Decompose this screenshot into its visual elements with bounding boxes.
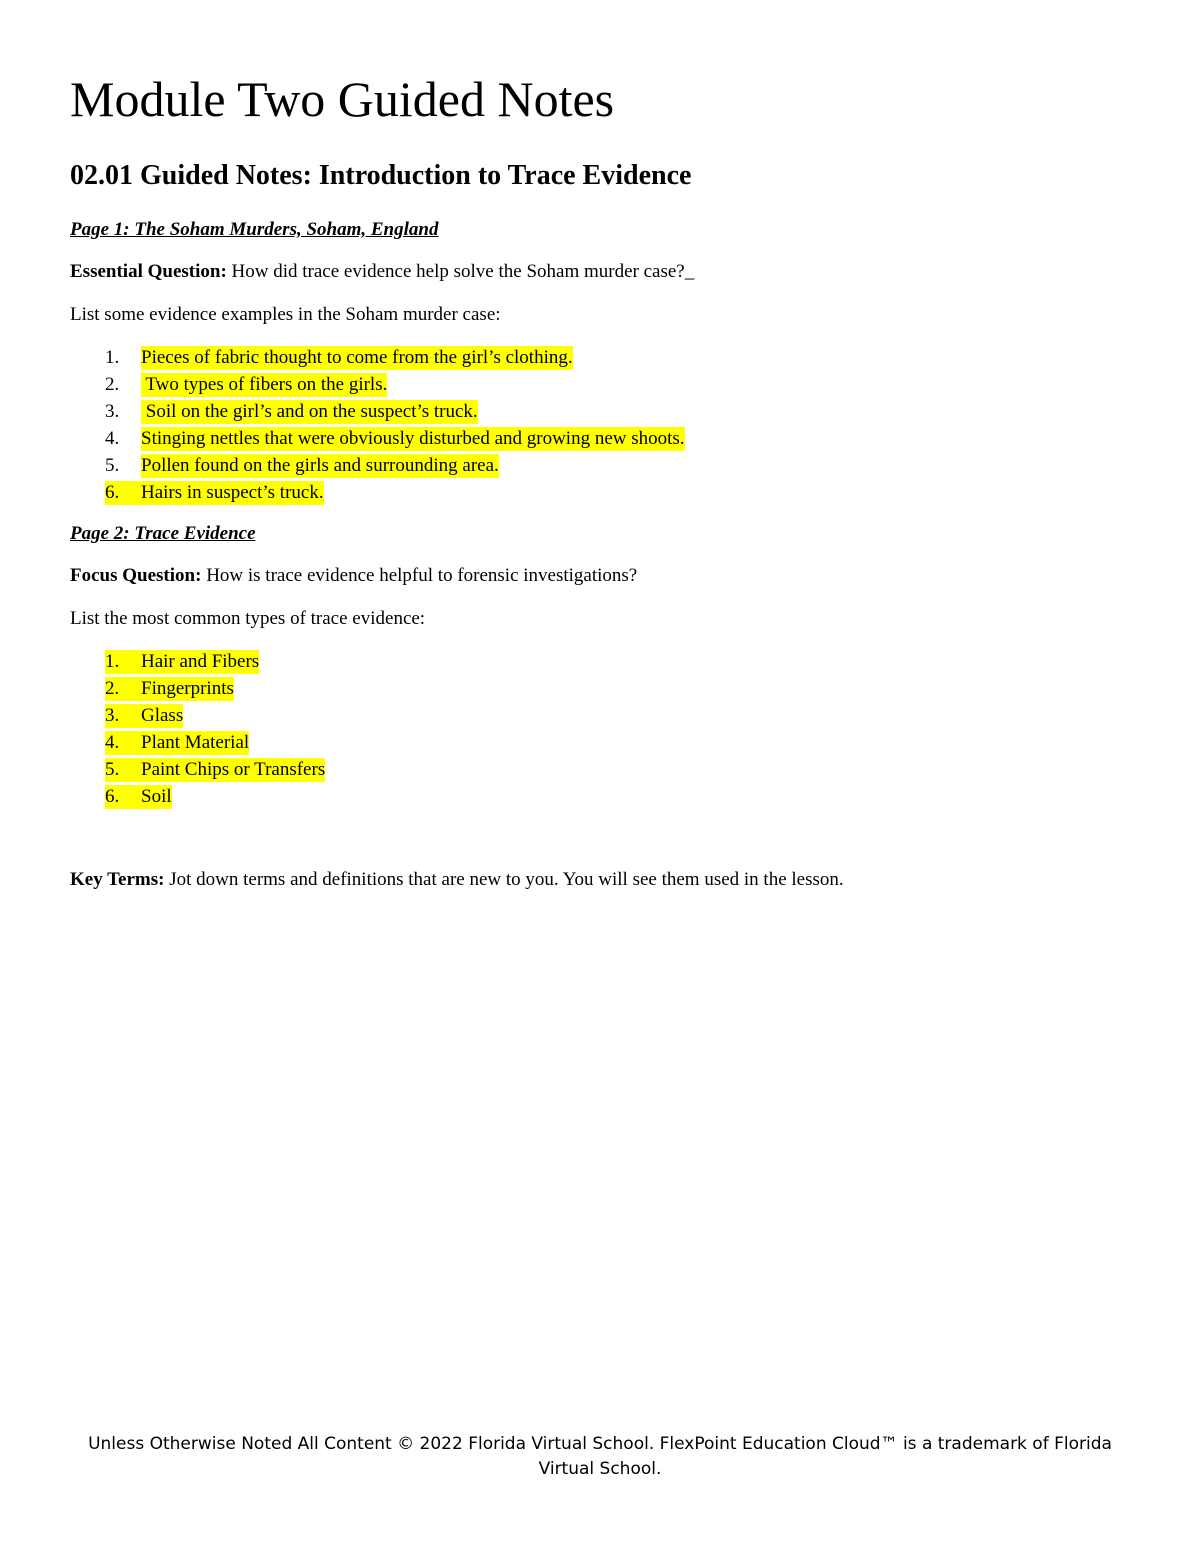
list-item-text: Paint Chips or Transfers — [141, 759, 326, 780]
list-item-number: 2. — [105, 677, 155, 701]
list-item-number: 6. — [105, 481, 155, 505]
page2-list-prompt: List the most common types of trace evidence: — [70, 608, 426, 629]
list-item-number: 5. — [105, 455, 120, 476]
focus-question-text: How is trace evidence helpful to forensic investigations? — [201, 565, 638, 586]
list-item-text: Two types of fibers on the girls. — [141, 374, 388, 395]
list-item-text: Pieces of fabric thought to come from the girl’s clothing. — [141, 347, 573, 368]
section-heading: 02.01 Guided Notes: Introduction to Trace Evidence — [70, 160, 692, 191]
list-item-text: Hair and Fibers — [141, 651, 260, 672]
list-item-number: 1. — [105, 347, 120, 368]
list-item-text: Glass — [141, 705, 184, 726]
essential-question — [70, 261, 694, 283]
list-item-number: 5. — [105, 758, 155, 782]
list-item-number: 4. — [105, 731, 155, 755]
focus-question — [70, 565, 637, 587]
key-terms-label: Key Terms: — [70, 869, 165, 890]
list-item-number: 4. — [105, 428, 120, 449]
list-item-number: 2. — [105, 374, 120, 395]
list-item-text: Soil on the girl’s and on the suspect’s truck. — [141, 401, 478, 422]
list-item-text: Hairs in suspect’s truck. — [141, 482, 324, 503]
list-item-number: 3. — [105, 401, 120, 422]
key-terms-text: Jot down terms and definitions that are new to you. You will see them used in the lesson. — [164, 869, 844, 890]
page-footer — [0, 1432, 1200, 1482]
list-item-text: Fingerprints — [141, 678, 234, 699]
document-title: Module Two Guided Notes — [70, 71, 615, 127]
list-item-text: Pollen found on the girls and surrounding area. — [141, 455, 499, 476]
key-terms — [70, 869, 844, 891]
focus-question-label: Focus Question: — [70, 565, 202, 586]
list-item-number: 3. — [105, 704, 155, 728]
list-item-text: Plant Material — [141, 732, 250, 753]
essential-question-text: How did trace evidence help solve the Soham murder case?_ — [226, 261, 695, 282]
page1-list-prompt: List some evidence examples in the Soham murder case: — [70, 304, 501, 325]
list-item-number: 6. — [105, 785, 155, 809]
page2-heading: Page 2: Trace Evidence — [70, 523, 256, 544]
essential-question-label: Essential Question: — [70, 261, 227, 282]
list-item-text: Soil — [141, 786, 172, 807]
list-item-text: Stinging nettles that were obviously disturbed and growing new shoots. — [141, 428, 685, 449]
page1-heading: Page 1: The Soham Murders, Soham, England — [70, 219, 439, 240]
copyright-notice: Unless Otherwise Noted All Content © 2022 Florida Virtual School. FlexPoint Education Cloud™ is a trademark of Florida Virtual School. — [88, 1434, 1112, 1479]
list-item-number: 1. — [105, 650, 155, 674]
